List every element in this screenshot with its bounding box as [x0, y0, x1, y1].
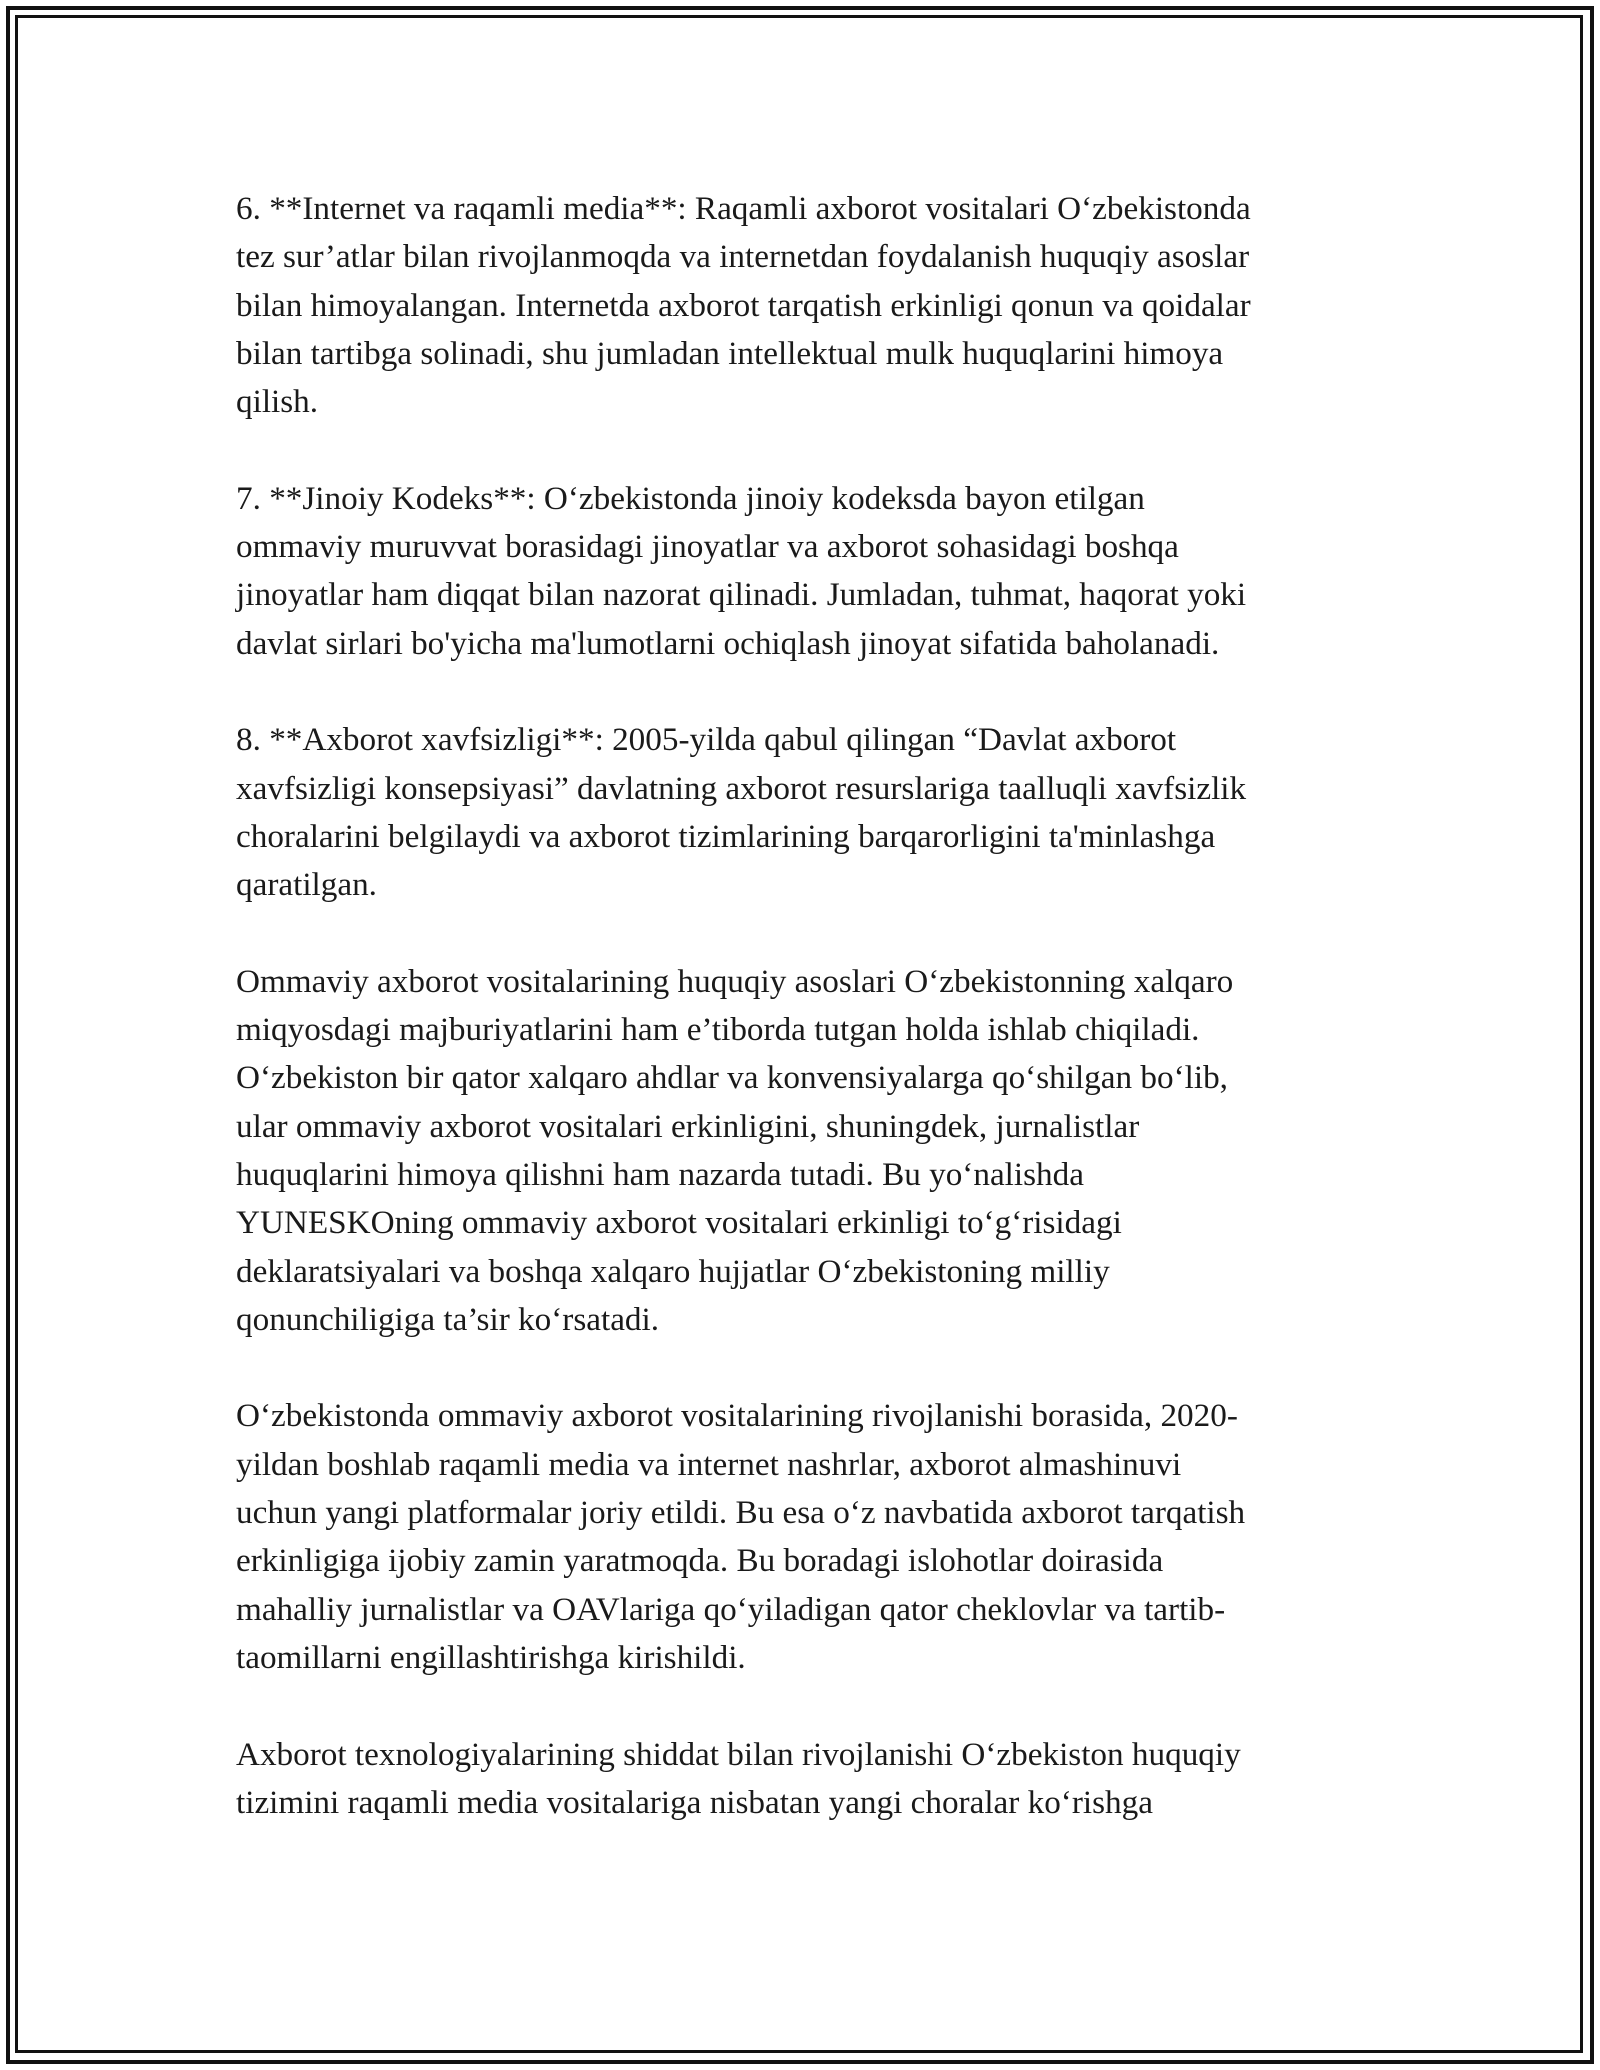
paragraph-internet-media: 6. **Internet va raqamli media**: Raqamli axborot vositalari O‘zbekistonda tez sur’atlar bilan rivojlanmoqda va internetdan foydalanish huquqiy asoslar bilan himoyalangan. Internetda axborot tarqatish erkinligi qonun va qoidalar bilan tartibga solinadi, shu jumladan intellektual mulk huquqlarini himoya qilish. — [236, 190, 1251, 421]
paragraph-technology-development: Axborot texnologiyalarining shiddat bilan rivojlanishi O‘zbekiston huquqiy tizimini raqamli media vositalariga nisbatan yangi choralar ko‘rishga — [236, 1735, 1241, 1821]
paragraph-criminal-code: 7. **Jinoiy Kodeks**: O‘zbekistonda jinoiy kodeksda bayon etilgan ommaviy muruvvat borasidagi jinoyatlar va axborot sohasidagi boshqa jinoyatlar ham diqqat bilan nazorat qilinadi. Jumladan, tuhmat, haqorat yoki davlat sirlari bo'yicha ma'lumotlarni ochiqlash jinoyat sifatida baholanadi. — [236, 479, 1247, 662]
paragraph-information-security: 8. **Axborot xavfsizligi**: 2005-yilda qabul qilingan “Davlat axborot xavfsizligi konsepsiyasi” davlatning axborot resurslariga taalluqli xavfsizlik choralarini belgilaydi va axborot tizimlarining barqarorligini ta'minlashga qaratilgan. — [236, 721, 1247, 904]
paragraph-international-obligations: Ommaviy axborot vositalarining huquqiy asoslari O‘zbekistonning xalqaro miqyosdagi majburiyatlarini ham e’tiborda tutgan holda ishlab chiqiladi. O‘zbekiston bir qator xalqaro ahdlar va konvensiyalarga qo‘shilgan bo‘lib, ular ommaviy axborot vositalari erkinligini, shuningdek, jurnalistlar huquqlarini himoya qilishni ham nazarda tutadi. Bu yo‘nalishda YUNESKOning ommaviy axborot vositalari erkinligi to‘g‘risidagi deklaratsiyalari va boshqa xalqaro hujjatlar O‘zbekistoning milliy qonunchiligiga ta’sir ko‘rsatadi. — [236, 962, 1234, 1338]
paragraph-media-development: O‘zbekistonda ommaviy axborot vositalarining rivojlanishi borasida, 2020- yildan boshlab raqamli media va internet nashrlar, axborot almashinuvi uchun yangi platformalar joriy etildi. Bu esa o‘z navbatida axborot tarqatish erkinligiga ijobiy zamin yaratmoqda. Bu boradagi islohotlar doirasida mahalliy jurnalistlar va OAVlariga qo‘yiladigan qator cheklovlar va tartib- taomillarni engillashtirishga kirishildi. — [236, 1397, 1246, 1676]
document-body — [236, 185, 1366, 1827]
